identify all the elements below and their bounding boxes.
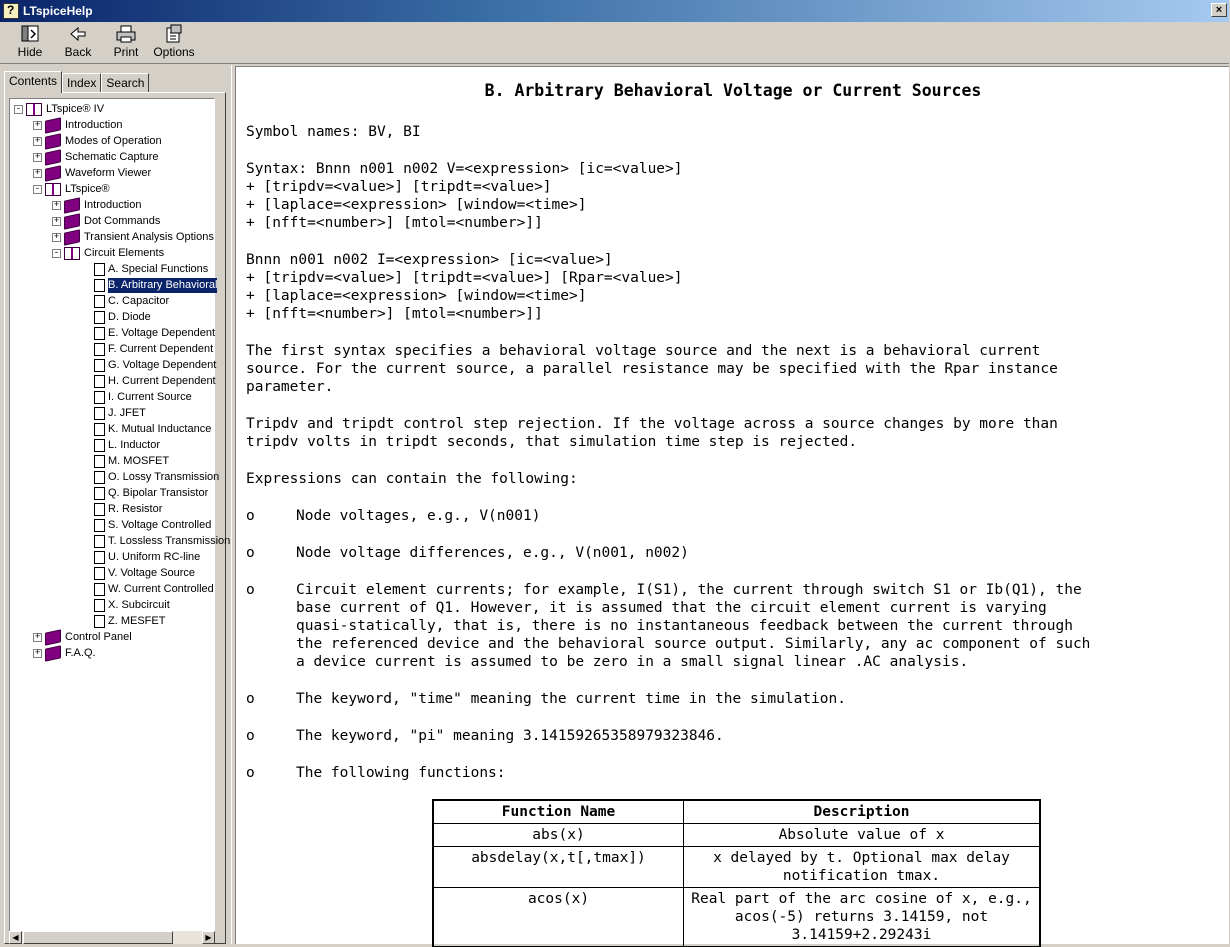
tree-node-label: O. Lossy Transmission xyxy=(108,470,220,483)
tree-node-label: Q. Bipolar Transistor xyxy=(108,486,209,499)
help-page-icon xyxy=(94,503,105,516)
tree-node-label: F.A.Q. xyxy=(65,646,96,659)
options-label: Options xyxy=(153,45,195,59)
book-icon xyxy=(45,149,61,165)
help-page-icon xyxy=(94,599,105,612)
tree-node-label: H. Current Dependent xyxy=(108,374,216,387)
tree-node-label: V. Voltage Source xyxy=(108,566,196,579)
tree-node[interactable] xyxy=(94,421,211,437)
description-cell: Absolute value of x xyxy=(684,824,1040,847)
paragraph-line: Expressions can contain the following: xyxy=(246,471,578,487)
tree-node-selected[interactable] xyxy=(94,277,217,293)
tree-node-label: Schematic Capture xyxy=(65,150,159,163)
topic-content xyxy=(235,66,1229,944)
tree-node[interactable] xyxy=(94,261,208,277)
tree-node[interactable] xyxy=(52,245,164,261)
bullet-marker: o xyxy=(246,508,255,524)
print-label: Print xyxy=(113,45,139,59)
function-name-cell: abs(x) xyxy=(434,824,684,847)
window-title: LTspiceHelp xyxy=(23,4,93,18)
help-page-icon xyxy=(94,311,105,324)
book-icon xyxy=(64,197,80,213)
syntax-line: Syntax: Bnnn n001 n002 V=<expression> [ic=<value>] xyxy=(246,161,683,177)
bullet-marker: o xyxy=(246,582,255,598)
tree-node[interactable] xyxy=(94,613,165,629)
tree-node[interactable] xyxy=(52,197,141,213)
help-page-icon xyxy=(94,359,105,372)
syntax-line: + [tripdv=<value>] [tripdt=<value>] [Rpar=<value>] xyxy=(246,270,683,286)
tab-contents[interactable]: Contents xyxy=(4,71,62,93)
tree-node-label: Introduction xyxy=(65,118,123,131)
tree-node[interactable] xyxy=(94,597,170,613)
tab-index[interactable]: Index xyxy=(62,73,101,93)
tree-node[interactable] xyxy=(94,581,214,597)
syntax-line: + [tripdv=<value>] [tripdt=<value>] xyxy=(246,179,552,195)
tree-horizontal-scrollbar[interactable] xyxy=(9,931,215,944)
syntax-line: + [laplace=<expression> [window=<time>] xyxy=(246,288,587,304)
tree-node[interactable] xyxy=(94,325,215,341)
tree-node-label: X. Subcircuit xyxy=(108,598,170,611)
bullet-text: a device current is assumed to be zero in a small signal linear .AC analysis. xyxy=(296,654,969,670)
tree-node[interactable] xyxy=(94,485,208,501)
tree-node[interactable] xyxy=(94,517,211,533)
tree-node[interactable] xyxy=(33,165,151,181)
syntax-line: + [nfft=<number>] [mtol=<number>]] xyxy=(246,215,543,231)
book-icon xyxy=(45,117,61,133)
expand-icon[interactable]: + xyxy=(34,631,41,642)
book-icon xyxy=(64,213,80,229)
tree-node[interactable] xyxy=(94,293,169,309)
collapse-icon[interactable]: - xyxy=(53,247,60,258)
tree-node-label: K. Mutual Inductance xyxy=(108,422,212,435)
bullet-text: Circuit element currents; for example, I(S1), the current through switch S1 or Ib(Q1), the xyxy=(296,582,1082,598)
tree-node[interactable] xyxy=(33,181,110,197)
bullet-text: Node voltage differences, e.g., V(n001, n002) xyxy=(296,545,689,561)
paragraph-line: parameter. xyxy=(246,379,334,395)
table-row xyxy=(434,824,1040,847)
paragraph-line: The first syntax specifies a behavioral voltage source and the next is a behavioral current xyxy=(246,343,1041,359)
tree-node-label: L. Inductor xyxy=(108,438,160,451)
help-app-icon xyxy=(3,3,19,19)
expand-icon[interactable]: + xyxy=(34,151,41,162)
tree-node[interactable] xyxy=(94,389,192,405)
tree-node-label: T. Lossless Transmission xyxy=(108,534,231,547)
tree-node[interactable] xyxy=(33,133,162,149)
help-page-icon xyxy=(94,407,105,420)
help-page-icon xyxy=(94,455,105,468)
back-label: Back xyxy=(64,45,92,59)
tree-node-label: J. JFET xyxy=(108,406,146,419)
bullet-text: The keyword, "time" meaning the current time in the simulation. xyxy=(296,691,846,707)
tree-node-label: Introduction xyxy=(84,198,142,211)
help-page-icon xyxy=(94,263,105,276)
help-page-icon xyxy=(94,487,105,500)
bullet-marker: o xyxy=(246,728,255,744)
function-name-cell: acos(x) xyxy=(434,888,684,947)
tree-node[interactable] xyxy=(94,565,195,581)
help-page-icon xyxy=(94,519,105,532)
options-icon xyxy=(163,24,185,44)
paragraph-line: Tripdv and tripdt control step rejection. If the voltage across a source changes by more than xyxy=(246,416,1058,432)
column-header: Description xyxy=(684,801,1040,824)
pane-splitter[interactable] xyxy=(231,65,234,944)
scroll-right-arrow[interactable]: ▶ xyxy=(202,931,215,944)
help-page-icon xyxy=(94,615,105,628)
tree-node-label: E. Voltage Dependent xyxy=(108,326,216,339)
printer-icon xyxy=(115,24,137,44)
expand-icon[interactable]: + xyxy=(34,647,41,658)
bullet-text: quasi-statically, that is, there is no instantaneous feedback between the current through xyxy=(296,618,1073,634)
tree-node[interactable] xyxy=(52,229,214,245)
tree-node-label: B. Arbitrary Behavioral xyxy=(108,278,218,291)
column-header: Function Name xyxy=(434,801,684,824)
tree-node[interactable] xyxy=(94,469,219,485)
help-page-icon xyxy=(94,471,105,484)
tree-node-label: C. Capacitor xyxy=(108,294,170,307)
tree-node-label: Z. MESFET xyxy=(108,614,166,627)
expand-icon[interactable]: + xyxy=(34,135,41,146)
book-icon xyxy=(45,165,61,181)
bullet-text: the referenced device and the behavioral source output. Similarly, any ac component of such xyxy=(296,636,1091,652)
contents-tree[interactable] xyxy=(9,98,231,938)
tree-node-label: Waveform Viewer xyxy=(65,166,152,179)
tree-node-label: F. Current Dependent xyxy=(108,342,214,355)
bullet-marker: o xyxy=(246,765,255,781)
tree-node[interactable] xyxy=(94,549,200,565)
tree-node[interactable] xyxy=(94,453,169,469)
hide-label: Hide xyxy=(17,45,43,59)
tree-node[interactable] xyxy=(33,117,122,133)
tree-node[interactable] xyxy=(94,405,146,421)
tree-node-label: S. Voltage Controlled xyxy=(108,518,212,531)
help-page-icon xyxy=(94,439,105,452)
symbol-names: Symbol names: BV, BI xyxy=(246,124,421,140)
tree-node-label: LTspice® xyxy=(65,182,110,195)
function-name-cell: absdelay(x,t[,tmax]) xyxy=(434,847,684,888)
tree-node-label: Control Panel xyxy=(65,630,132,643)
help-page-icon xyxy=(94,423,105,436)
table-header-row xyxy=(434,801,1040,824)
tree-node-label: A. Special Functions xyxy=(108,262,209,275)
book-icon xyxy=(64,229,80,245)
hide-button[interactable] xyxy=(6,22,54,62)
back-button[interactable] xyxy=(54,22,102,62)
tree-node[interactable] xyxy=(94,357,216,373)
expand-icon[interactable]: + xyxy=(34,119,41,130)
bullet-text: Node voltages, e.g., V(n001) xyxy=(296,508,541,524)
functions-table xyxy=(433,800,1040,947)
tree-node-label: G. Voltage Dependent xyxy=(108,358,217,371)
tree-node[interactable] xyxy=(94,501,162,517)
tree-node[interactable] xyxy=(33,629,132,645)
help-page-icon xyxy=(94,343,105,356)
tree-node[interactable] xyxy=(14,101,104,117)
collapse-icon[interactable]: - xyxy=(15,103,22,114)
back-arrow-icon xyxy=(67,24,89,44)
tree-node[interactable] xyxy=(33,645,96,661)
table-row xyxy=(434,847,1040,888)
expand-icon[interactable]: + xyxy=(53,199,60,210)
tree-node-label: I. Current Source xyxy=(108,390,192,403)
tree-node[interactable] xyxy=(94,373,216,389)
open-book-icon xyxy=(64,247,80,260)
tree-node-label: Modes of Operation xyxy=(65,134,162,147)
close-button[interactable]: × xyxy=(1211,3,1227,17)
tree-node[interactable] xyxy=(94,309,151,325)
tree-node-label: R. Resistor xyxy=(108,502,163,515)
bullet-marker: o xyxy=(246,545,255,561)
help-page-icon xyxy=(94,375,105,388)
tree-node-label: LTspice® IV xyxy=(46,102,105,115)
tree-node[interactable] xyxy=(33,149,159,165)
description-cell: x delayed by t. Optional max delay notification tmax. xyxy=(684,847,1040,888)
help-page-icon xyxy=(94,583,105,596)
title-bar xyxy=(0,0,1229,22)
tree-node-label: Dot Commands xyxy=(84,214,161,227)
syntax-line: Bnnn n001 n002 I=<expression> [ic=<value>] xyxy=(246,252,613,268)
paragraph-line: tripdv volts in tripdt seconds, that simulation time step is rejected. xyxy=(246,434,858,450)
open-book-icon xyxy=(26,103,42,116)
tree-node-label: W. Current Controlled xyxy=(108,582,214,595)
paragraph-line: source. For the current source, a parallel resistance may be specified with the Rpar instance xyxy=(246,361,1058,377)
tree-node[interactable] xyxy=(94,533,230,549)
tree-node[interactable] xyxy=(94,341,213,357)
book-icon xyxy=(45,645,61,661)
tree-node-label: M. MOSFET xyxy=(108,454,170,467)
help-page-icon xyxy=(94,551,105,564)
help-page-icon xyxy=(94,391,105,404)
collapse-icon[interactable]: - xyxy=(34,183,41,194)
bullet-text: The following functions: xyxy=(296,765,506,781)
help-page-icon xyxy=(94,567,105,580)
open-book-icon xyxy=(45,183,61,196)
scroll-thumb[interactable] xyxy=(23,931,173,944)
hide-icon xyxy=(19,24,41,44)
tree-node-label: Circuit Elements xyxy=(84,246,165,259)
help-page-icon xyxy=(94,535,105,548)
bullet-marker: o xyxy=(246,691,255,707)
book-icon xyxy=(45,629,61,645)
help-page-icon xyxy=(94,279,105,292)
expand-icon[interactable]: + xyxy=(53,215,60,226)
tree-node-label: D. Diode xyxy=(108,310,151,323)
page-title: B. Arbitrary Behavioral Voltage or Current Sources xyxy=(484,81,982,100)
tree-node-label: U. Uniform RC-line xyxy=(108,550,201,563)
book-icon xyxy=(45,133,61,149)
expand-icon[interactable]: + xyxy=(53,231,60,242)
help-page-icon xyxy=(94,295,105,308)
options-button[interactable] xyxy=(150,22,198,62)
help-page-icon xyxy=(94,327,105,340)
nav-tabs xyxy=(4,71,149,93)
scroll-left-arrow[interactable]: ◀ xyxy=(9,931,22,944)
tab-search[interactable]: Search xyxy=(101,73,149,93)
table-row xyxy=(434,888,1040,947)
description-cell: Real part of the arc cosine of x, e.g., acos(-5) returns 3.14159, not 3.14159+2.29243i xyxy=(684,888,1040,947)
bullet-text: The keyword, "pi" meaning 3.14159265358979323846. xyxy=(296,728,724,744)
toolbar xyxy=(0,22,1229,64)
tree-node[interactable] xyxy=(94,437,160,453)
syntax-line: + [nfft=<number>] [mtol=<number>]] xyxy=(246,306,543,322)
expand-icon[interactable]: + xyxy=(34,167,41,178)
print-button[interactable] xyxy=(102,22,150,62)
tree-node-label: Transient Analysis Options xyxy=(84,230,214,243)
navigation-pane xyxy=(0,65,231,944)
bullet-text: base current of Q1. However, it is assumed that the circuit element current is varying xyxy=(296,600,1047,616)
tree-node[interactable] xyxy=(52,213,160,229)
syntax-line: + [laplace=<expression> [window=<time>] xyxy=(246,197,587,213)
